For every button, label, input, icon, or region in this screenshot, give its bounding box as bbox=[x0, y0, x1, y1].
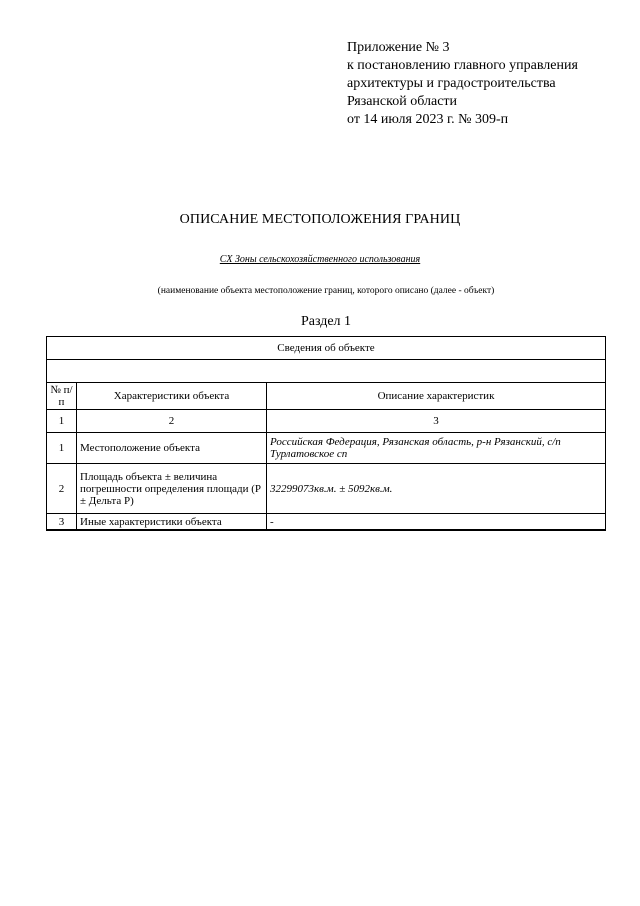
table-row bbox=[47, 464, 606, 514]
appendix-line: Рязанской области bbox=[347, 94, 458, 109]
table-title-row bbox=[47, 337, 606, 360]
column-index: 2 bbox=[77, 410, 267, 433]
row-number: 1 bbox=[47, 433, 77, 464]
appendix-line: от 14 июля 2023 г. № 309-п bbox=[347, 112, 509, 127]
table-title: Сведения об объекте bbox=[47, 337, 606, 360]
appendix-line: Приложение № 3 bbox=[347, 40, 450, 55]
appendix-block bbox=[347, 39, 578, 129]
object-name: СХ Зоны сельскохозяйственного использования bbox=[219, 254, 421, 265]
table-empty-cell bbox=[47, 360, 606, 383]
row-description: 32299073кв.м. ± 5092кв.м. bbox=[267, 464, 606, 514]
column-index: 1 bbox=[47, 410, 77, 433]
row-number: 3 bbox=[47, 514, 77, 531]
column-header-description: Описание характеристик bbox=[267, 383, 606, 410]
section-title: Раздел 1 bbox=[300, 314, 352, 329]
document-title: ОПИСАНИЕ МЕСТОПОЛОЖЕНИЯ ГРАНИЦ bbox=[179, 212, 461, 227]
object-name-caption: (наименование объекта местоположение границ, которого описано (далее - объект) bbox=[157, 286, 495, 296]
column-header-characteristic: Характеристики объекта bbox=[77, 383, 267, 410]
table-column-header-row bbox=[47, 383, 606, 410]
table-column-index-row bbox=[47, 410, 606, 433]
appendix-line: к постановлению главного управления bbox=[347, 58, 578, 73]
object-name-line bbox=[0, 254, 640, 265]
column-index: 3 bbox=[267, 410, 606, 433]
row-description: - bbox=[267, 514, 606, 531]
table-row bbox=[47, 433, 606, 464]
row-characteristic: Местоположение объекта bbox=[77, 433, 267, 464]
object-info-table bbox=[46, 336, 606, 531]
row-characteristic: Площадь объекта ± величина погрешности определения площади (P ± Дельта P) bbox=[77, 464, 267, 514]
appendix-line: архитектуры и градостроительства bbox=[347, 76, 556, 91]
row-description: Российская Федерация, Рязанская область, р-н Рязанский, с/п Турлатовское сп bbox=[267, 433, 606, 464]
row-number: 2 bbox=[47, 464, 77, 514]
column-header-num: № п/п bbox=[47, 383, 77, 410]
table-row bbox=[47, 514, 606, 531]
table-empty-row bbox=[47, 360, 606, 383]
row-characteristic: Иные характеристики объекта bbox=[77, 514, 267, 531]
